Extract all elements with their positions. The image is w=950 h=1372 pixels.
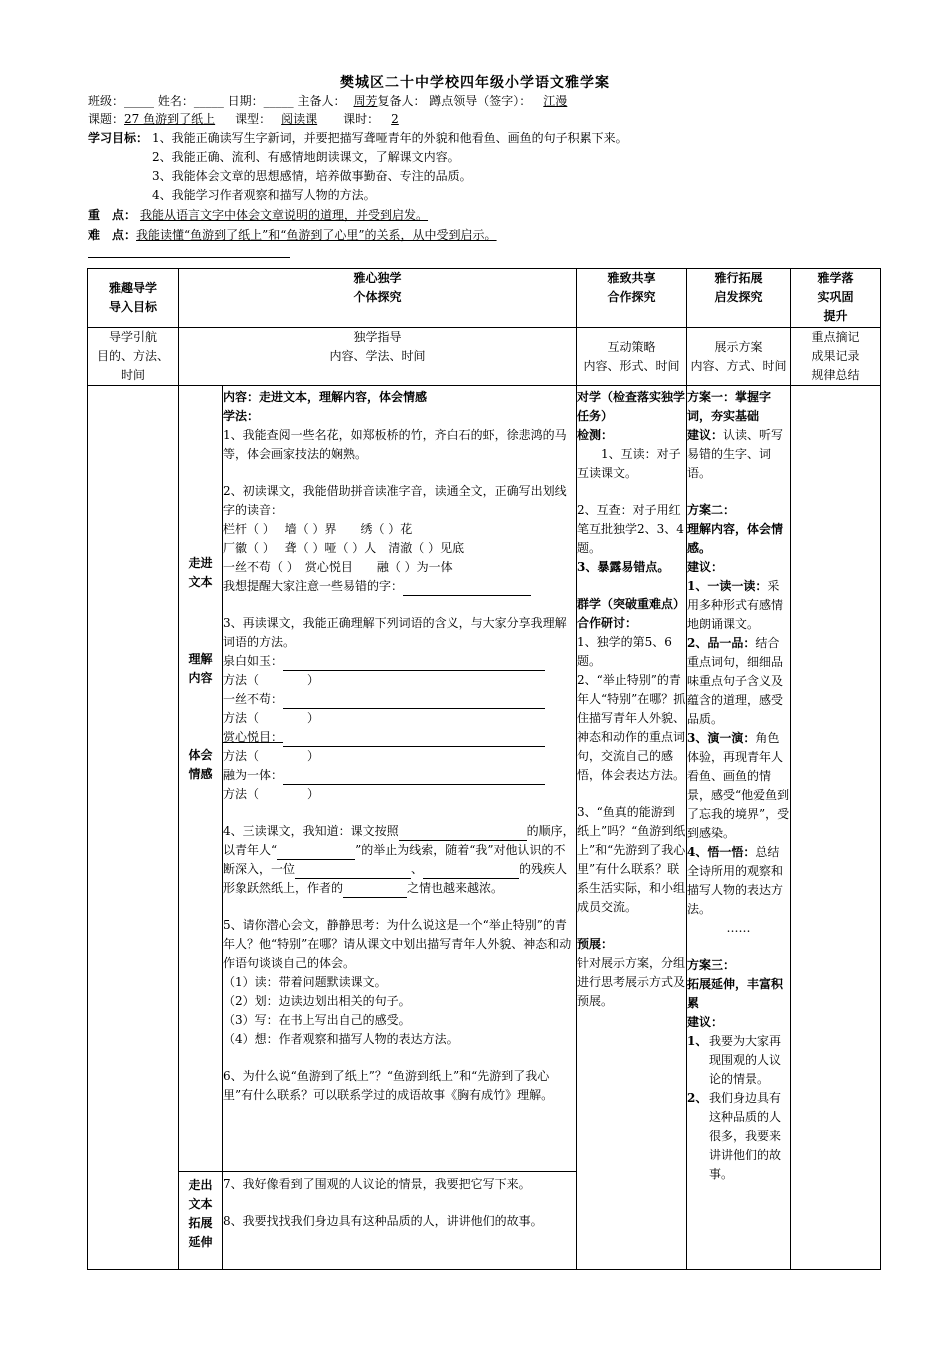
goal-1-text: 1、我能正确读写生字新词，并要把描写聋哑青年的外貌和他看鱼、画鱼的句子积累下来。 bbox=[152, 131, 628, 145]
answer-blank[interactable] bbox=[423, 864, 487, 879]
ext-item-2: 2、 我们身边具有这种品质的人很多，我要来讲讲他们的故事。 bbox=[687, 1091, 782, 1181]
task-7: 7、我好像看到了围观的人议论的情景，我要把它写下来。 bbox=[223, 1177, 531, 1191]
suggest-label: 建议： bbox=[687, 428, 724, 442]
word-2: 一丝不苟： bbox=[223, 692, 284, 706]
answer-blank[interactable] bbox=[343, 883, 407, 898]
subheader-col-2: 独学指导 内容、学法、时间 bbox=[179, 328, 577, 386]
preview-label: 预展： bbox=[577, 937, 614, 951]
check-3: 3、暴露易错点。 bbox=[577, 560, 670, 574]
answer-blank[interactable] bbox=[283, 694, 545, 709]
plan-3-title: 拓展延伸，丰富积累 bbox=[687, 977, 784, 1010]
hours-value: 2 bbox=[391, 112, 399, 126]
check-label: 检测： bbox=[577, 428, 614, 442]
read-text: 采用多种形式有感情地朗诵课文。 bbox=[687, 579, 784, 631]
discuss-3: 3、“鱼真的能游到纸上”吗？“鱼游到纸上”和“先游到了我心里”有什么联系？联系生活实际，和小组成员交流。 bbox=[577, 805, 686, 914]
topic-value: 27 鱼游到了纸上 bbox=[124, 112, 216, 126]
answer-blank[interactable] bbox=[403, 581, 531, 596]
cooperation-cell bbox=[577, 386, 687, 1270]
method-3: 方法（ ） bbox=[223, 749, 320, 763]
taste-text: 结合重点词句，细细品味重点句子含义及蕴含的道理，感受品质。 bbox=[687, 636, 784, 726]
ellipsis: …… bbox=[726, 921, 751, 935]
step-mark: （2）划：边读边划出相关的句子。 bbox=[223, 994, 411, 1008]
key-point bbox=[88, 206, 432, 224]
group-study: 群学（突破重难点） bbox=[577, 597, 686, 611]
hours-label: 课时： bbox=[343, 112, 380, 126]
guide-cell bbox=[88, 386, 179, 1270]
content-line: 内容：走进文本，理解内容，体会情感 bbox=[223, 390, 428, 404]
method-1: 方法（ ） bbox=[223, 673, 320, 687]
pinyin-line-1: 栏杆（ ） 墙（ ）界 绣（ ）花 bbox=[223, 522, 413, 536]
diff-text: 我能读懂“鱼游到了纸上”和“鱼游到了心里”的关系，从中受到启示。 bbox=[136, 228, 497, 242]
act-label: 3、演一演： bbox=[687, 731, 756, 745]
page-title: 樊城区二十中学校四年级小学语文雅学案 bbox=[340, 75, 610, 91]
subheader-col-5: 重点摘记 成果记录 规律总结 bbox=[791, 328, 881, 386]
typo-reminder: 我想提醒大家注意一些易错的字： bbox=[223, 579, 404, 593]
header-col-4: 雅行拓展 启发探究 bbox=[687, 269, 791, 328]
answer-blank[interactable] bbox=[295, 864, 411, 879]
answer-blank[interactable] bbox=[283, 770, 545, 785]
goal-4: 4、我能学习作者观察和描写人物的方法。 bbox=[152, 188, 376, 202]
author-name: 周芳 bbox=[353, 94, 378, 108]
answer-blank[interactable] bbox=[283, 732, 545, 747]
header-fields-rest: 复备人： 蹲点领导（签字）： bbox=[377, 94, 532, 108]
preview-text: 针对展示方案，分组进行思考展示方式及预展。 bbox=[577, 956, 686, 1008]
goal-1 bbox=[88, 129, 628, 147]
act-text: 角色体验，再现青年人看鱼、画鱼的情景，感受“他爱鱼到了忘我的境界”，受到感染。 bbox=[687, 731, 790, 840]
goal-3: 3、我能体会文章的思想感情，培养做事勤奋、专注的品质。 bbox=[152, 169, 472, 183]
reflect-label: 4、悟一悟： bbox=[687, 845, 756, 859]
step-read: （1）读：带着问题默读课文。 bbox=[223, 975, 387, 989]
step-write: （3）写：在书上写出自己的感受。 bbox=[223, 1013, 411, 1027]
study-table bbox=[87, 268, 881, 1270]
word-3: 赏心悦目： bbox=[223, 730, 284, 744]
key-text: 我能从语言文字中体会文章说明的道理，并受到启发。 bbox=[140, 208, 429, 222]
read-label: 1、一读一读： bbox=[687, 579, 768, 593]
method-2: 方法（ ） bbox=[223, 711, 320, 725]
key-label: 重 点： bbox=[88, 208, 137, 222]
method-4: 方法（ ） bbox=[223, 787, 320, 801]
task-5: 5、请你潜心会文，静静思考：为什么说这是一个“举止特别”的青年人？他“特别”在哪？请从课文中划出描写青年人外貌、神态和动作语句谈谈自己的体会。 bbox=[223, 918, 572, 970]
taste-label: 2、品一品： bbox=[687, 636, 756, 650]
stage-2-label: 走出 文本 拓展 延伸 bbox=[179, 1172, 223, 1270]
header-col-3: 雅致共享 合作探究 bbox=[577, 269, 687, 328]
task-6: 6、为什么说“鱼游到了纸上”？“鱼游到纸上”和“先游到了我心里”有什么联系？可以联系学过的成语故事《胸有成竹》理解。 bbox=[223, 1069, 554, 1102]
pair-study: 对学（检查落实独学任务） bbox=[577, 390, 686, 423]
header-col-2: 雅心独学 个体探究 bbox=[179, 269, 577, 328]
pinyin-line-3: 一丝不苟（ ） 赏心悦目 融（ ）为一体 bbox=[223, 560, 453, 574]
header-col-1: 雅趣导学 导入目标 bbox=[88, 269, 179, 328]
task-1: 1、我能查阅一些名花，如郑板桥的竹，齐白石的虾，徐悲鸿的马等，体会画家技法的娴熟。 bbox=[223, 428, 567, 461]
suggest-label-2: 建议： bbox=[687, 560, 724, 574]
task-4: 4、三读课文，我知道：课文按照 的顺序，以青年人“ ”的举止为线索，随着“我”对他认识的不断深入，一位 、 的残疾人形象跃然纸上，作者的 之情也越来越浓。 bbox=[223, 822, 576, 898]
plan-2-title: 理解内容，体会情感。 bbox=[687, 522, 784, 555]
word-4: 融为一体： bbox=[223, 768, 284, 782]
task-2: 2、初读课文，我能借助拼音读准字音，读通全文，正确写出划线字的读音： bbox=[223, 484, 567, 517]
step-think: （4）想：作者观察和描写人物的表达方法。 bbox=[223, 1032, 459, 1046]
difficult-point bbox=[88, 226, 497, 244]
subheader-col-4: 展示方案 内容、方式、时间 bbox=[687, 328, 791, 386]
type-label: 课型： bbox=[235, 112, 272, 126]
extension-cell bbox=[223, 1172, 577, 1270]
discuss-label: 合作研讨： bbox=[577, 616, 638, 630]
answer-blank[interactable] bbox=[283, 656, 545, 671]
self-study-cell bbox=[223, 386, 577, 1172]
subheader-col-3: 互动策略 内容、形式、时间 bbox=[577, 328, 687, 386]
goals-label: 学习目标： bbox=[88, 131, 149, 145]
header-col-5: 雅学落 实巩固 提升 bbox=[791, 269, 881, 328]
header-row-1 bbox=[88, 92, 581, 110]
task-3: 3、再读课文，我能正确理解下列词语的含义，与大家分享我理解词语的方法。 bbox=[223, 616, 567, 649]
header-fields: 班级：_____ 姓名：_____ 日期：_____ 主备人： bbox=[88, 94, 346, 108]
discuss-1: 1、独学的第5、6题。 bbox=[577, 635, 672, 668]
presentation-cell bbox=[687, 386, 791, 1270]
stage-1-label: 走进 文本 理解 内容 体会 情感 bbox=[179, 386, 223, 1172]
task-8: 8、我要找找我们身边具有这种品质的人，讲讲他们的故事。 bbox=[223, 1214, 543, 1228]
check-2: 2、互查：对子用红笔互批独学2、3、4题。 bbox=[577, 503, 684, 555]
answer-blank[interactable] bbox=[399, 826, 527, 841]
suggest-1: 认读、听写易错的生字、词语。 bbox=[687, 428, 784, 480]
pinyin-line-2: 厂徽（ ） 聋（ ）哑（ ）人 清澈（ ）见底 bbox=[223, 541, 465, 555]
suggest-label-3: 建议： bbox=[687, 1015, 724, 1029]
plan-1: 方案一：掌握字词，夯实基础 bbox=[687, 390, 772, 423]
plan-3: 方案三： bbox=[687, 958, 736, 972]
leader-name: 江漫 bbox=[543, 94, 568, 108]
topic-label: 课题： bbox=[88, 112, 125, 126]
diff-label: 难 点： bbox=[88, 228, 137, 242]
answer-blank[interactable] bbox=[487, 864, 519, 879]
type-value: 阅读课 bbox=[281, 112, 318, 126]
divider bbox=[88, 257, 290, 258]
subheader-col-1: 导学引航 目的、方法、 时间 bbox=[88, 328, 179, 386]
header-row-2 bbox=[88, 110, 407, 128]
plan-2: 方案二： bbox=[687, 503, 736, 517]
method-label: 学法： bbox=[223, 409, 260, 423]
ext-item-1: 1、 我要为大家再现围观的人议论的情景。 bbox=[687, 1034, 782, 1086]
summary-cell bbox=[791, 386, 881, 1270]
goal-2: 2、我能正确、流利、有感情地朗读课文，了解课文内容。 bbox=[152, 150, 460, 164]
check-1: 1、互读：对子互读课文。 bbox=[577, 447, 681, 480]
discuss-2: 2、“举止特别”的青年人“特别”在哪？抓住描写青年人外貌、神态和动作的重点词句，交流自己的感悟，体会表达方法。 bbox=[577, 673, 686, 782]
answer-blank[interactable] bbox=[277, 845, 355, 860]
word-1: 泉白如玉： bbox=[223, 654, 284, 668]
reflect-text: 总结全诗所用的观察和描写人物的表达方法。 bbox=[687, 845, 784, 916]
